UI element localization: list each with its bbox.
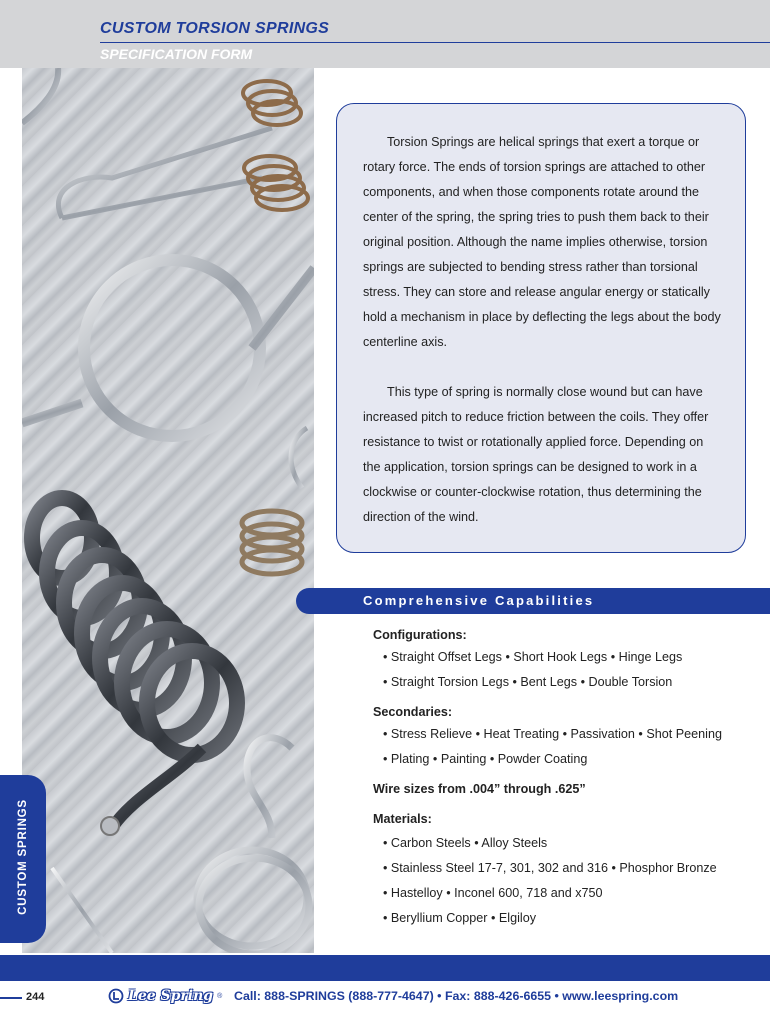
intro-box	[336, 103, 746, 553]
springs-photo	[22, 68, 314, 953]
header-divider	[100, 42, 770, 43]
footer-contact: Call: 888-SPRINGS (888-777-4647) • Fax: 888-426-6655 • www.leespring.com	[234, 989, 679, 1003]
materials-section	[373, 812, 753, 925]
configurations-line-2: • Straight Torsion Legs • Bent Legs • Double Torsion	[383, 675, 673, 689]
lee-spring-logo	[108, 986, 222, 1006]
materials-heading: Materials:	[373, 812, 432, 826]
capabilities-title: Comprehensive Capabilities	[363, 593, 595, 608]
small-coil-spring	[242, 428, 307, 574]
configurations-heading: Configurations:	[373, 628, 467, 642]
heavy-coil-spring	[32, 498, 237, 835]
logo-text: Lee Spring	[128, 988, 214, 1004]
footer-bar	[0, 955, 770, 981]
materials-line-2: • Stainless Steel 17-7, 301, 302 and 316 • Phosphor Bronze	[383, 861, 717, 875]
secondaries-section	[373, 705, 753, 766]
logo-mark-icon	[108, 988, 124, 1004]
springs-illustration	[22, 68, 314, 953]
materials-line-3: • Hastelloy • Inconel 600, 718 and x750	[383, 886, 603, 900]
secondaries-line-1: • Stress Relieve • Heat Treating • Passivation • Shot Peening	[383, 727, 722, 741]
page-title: CUSTOM TORSION SPRINGS	[100, 20, 330, 37]
logo-registered-mark: ®	[217, 992, 223, 1000]
secondaries-line-2: • Plating • Painting • Powder Coating	[383, 752, 588, 766]
footer-rule	[0, 997, 22, 999]
secondaries-heading: Secondaries:	[373, 705, 453, 719]
materials-line-4: • Beryllium Copper • Elgiloy	[383, 911, 537, 925]
configurations-line-1: • Straight Offset Legs • Short Hook Legs • Hinge Legs	[383, 650, 683, 664]
wire-sizes: Wire sizes from .004” through .625”	[373, 782, 586, 796]
page-subtitle: SPECIFICATION FORM	[100, 46, 253, 62]
side-tab-label: CUSTOM SPRINGS	[17, 799, 29, 915]
page-number: 244	[26, 991, 45, 1003]
materials-line-1: • Carbon Steels • Alloy Steels	[383, 836, 548, 850]
intro-paragraph-1: Torsion Springs are helical springs that exert a torque or rotary force. The ends of torsion springs are attached to other components, and when those components rotate around the center of the spring, the spring tries to push them back to their original position. Although the name implies otherwise, torsion springs are subjected to bending stress rather than torsional stress. They can store and release angular energy or statically hold a mechanism in place by deflecting the legs about the body centerline axis.	[363, 135, 721, 349]
configurations-section	[373, 628, 753, 689]
large-torsion-spring	[22, 260, 314, 436]
intro-paragraph-2: This type of spring is normally close wound but can have increased pitch to reduce friction between the coils. They offer resistance to twist or rotationally applied force. Depending on the application, torsion springs can be designed to work in a clockwise or counter-clockwise rotation, thus determining the direction of the wind.	[363, 385, 709, 524]
hinge-spring	[58, 81, 308, 218]
capabilities-bar	[296, 588, 770, 614]
